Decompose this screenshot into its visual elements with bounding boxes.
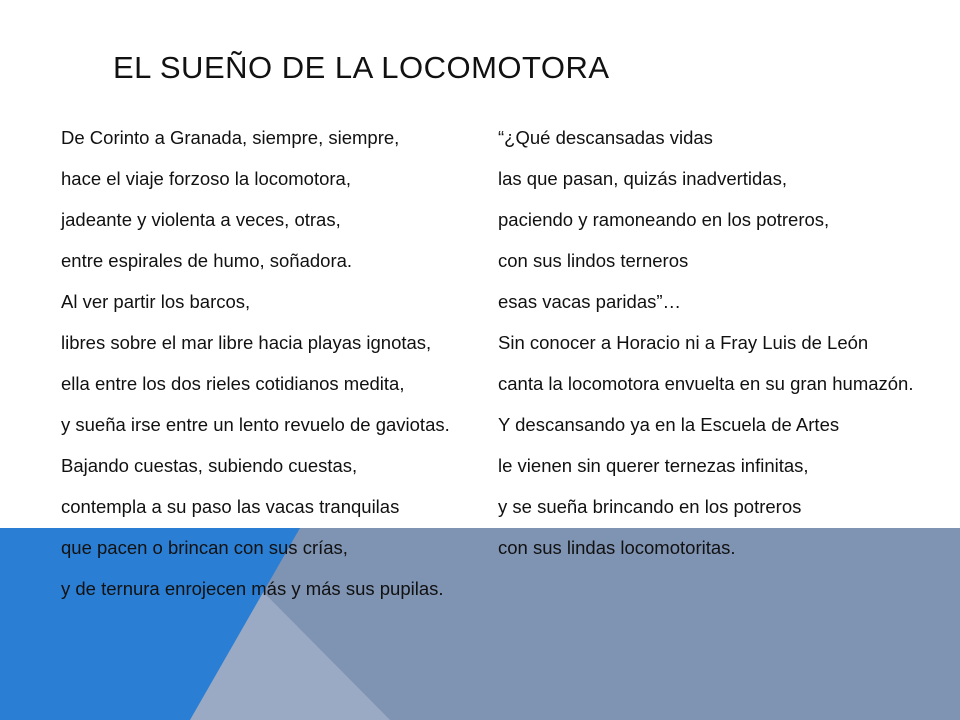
- poem-line: jadeante y violenta a veces, otras,: [61, 209, 341, 230]
- poem-line: ella entre los dos rieles cotidianos medita,: [61, 373, 405, 394]
- poem-right-column: [498, 125, 918, 576]
- poem-line: que pacen o brincan con sus crías,: [61, 537, 348, 558]
- poem-line: las que pasan, quizás inadvertidas,: [498, 168, 787, 189]
- poem-line: Y descansando ya en la Escuela de Artes: [498, 414, 840, 435]
- poem-line: libres sobre el mar libre hacia playas ignotas,: [61, 332, 432, 353]
- poem-line: canta la locomotora envuelta en su gran humazón.: [498, 373, 914, 394]
- poem-line: le vienen sin querer ternezas infinitas,: [498, 455, 809, 476]
- poem-line: Bajando cuestas, subiendo cuestas,: [61, 455, 358, 476]
- poem-line: y sueña irse entre un lento revuelo de gaviotas.: [61, 414, 450, 435]
- poem-line: contempla a su paso las vacas tranquilas: [61, 496, 400, 517]
- poem-line: paciendo y ramoneando en los potreros,: [498, 209, 830, 230]
- poem-line: De Corinto a Granada, siempre, siempre,: [61, 127, 400, 148]
- poem-line: y de ternura enrojecen más y más sus pupilas.: [61, 578, 444, 599]
- poem-line: y se sueña brincando en los potreros: [498, 496, 802, 517]
- poem-line: “¿Qué descansadas vidas: [498, 127, 713, 148]
- poem-line: con sus lindas locomotoritas.: [498, 537, 736, 558]
- poem-line: Al ver partir los barcos,: [61, 291, 251, 312]
- poem-line: Sin conocer a Horacio ni a Fray Luis de León: [498, 332, 869, 353]
- slide-title: EL SUEÑO DE LA LOCOMOTORA: [113, 50, 610, 85]
- poem-left-column: [61, 125, 493, 617]
- poem-line: esas vacas paridas”…: [498, 291, 682, 312]
- poem-line: hace el viaje forzoso la locomotora,: [61, 168, 351, 189]
- poem-line: con sus lindos terneros: [498, 250, 689, 271]
- poem-line: entre espirales de humo, soñadora.: [61, 250, 353, 271]
